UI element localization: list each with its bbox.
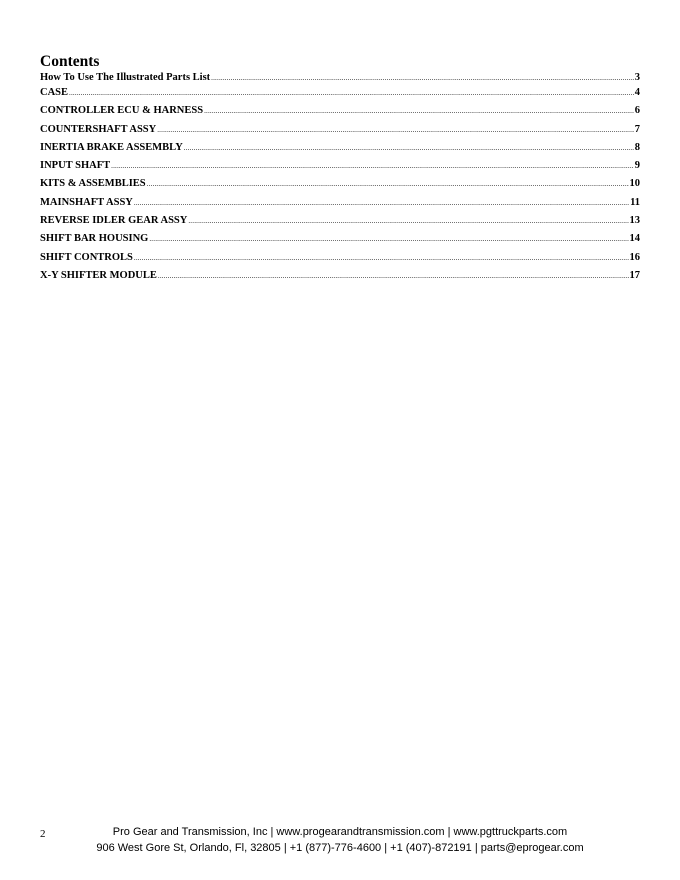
toc-dot-leader bbox=[134, 252, 629, 265]
toc-dot-leader bbox=[158, 270, 629, 283]
toc-entry-title: CONTROLLER ECU & HARNESS bbox=[40, 105, 204, 117]
toc-dot-leader bbox=[211, 72, 634, 85]
toc-dot-leader bbox=[147, 178, 629, 191]
toc-entry-title: X-Y SHIFTER MODULE bbox=[40, 269, 157, 281]
toc-entry-page: 8 bbox=[634, 141, 640, 153]
toc-entry-page: 10 bbox=[629, 178, 640, 190]
toc-entry-title: MAINSHAFT ASSY bbox=[40, 196, 133, 208]
toc-entry-title: CASE bbox=[40, 87, 69, 98]
toc-entry-input-shaft[interactable] bbox=[40, 159, 640, 177]
toc-dot-leader bbox=[149, 233, 628, 246]
toc-entry-title: INPUT SHAFT bbox=[40, 160, 111, 172]
toc-entry-title: INERTIA BRAKE ASSEMBLY bbox=[40, 141, 183, 153]
toc-entry-page: 9 bbox=[634, 160, 640, 172]
toc-entry-page: 7 bbox=[634, 123, 640, 135]
toc-entry-title: REVERSE IDLER GEAR ASSY bbox=[40, 215, 188, 227]
toc-entry-shift-bar-housing[interactable] bbox=[40, 232, 640, 250]
toc-entry-page: 3 bbox=[634, 72, 640, 83]
toc-entry-page: 13 bbox=[629, 215, 640, 227]
toc-entry-title: KITS & ASSEMBLIES bbox=[40, 178, 146, 190]
toc-entry-inertia-brake-assembly[interactable] bbox=[40, 141, 640, 159]
toc-entry-title: SHIFT CONTROLS bbox=[40, 251, 133, 263]
toc-entry-how-to-use[interactable] bbox=[40, 71, 640, 86]
toc-entry-page: 14 bbox=[629, 233, 640, 245]
toc-entry-title: SHIFT BAR HOUSING bbox=[40, 233, 149, 245]
table-of-contents bbox=[40, 52, 640, 287]
toc-entry-page: 16 bbox=[629, 251, 640, 263]
toc-entry-mainshaft-assy[interactable] bbox=[40, 196, 640, 214]
toc-entry-x-y-shifter-module[interactable] bbox=[40, 269, 640, 287]
toc-entry-page: 17 bbox=[629, 269, 640, 281]
toc-list bbox=[40, 71, 640, 287]
toc-entry-case[interactable] bbox=[40, 86, 640, 104]
toc-dot-leader bbox=[184, 142, 634, 155]
toc-entry-countershaft-assy[interactable] bbox=[40, 123, 640, 141]
toc-entry-page: 4 bbox=[634, 87, 640, 98]
toc-dot-leader bbox=[204, 105, 634, 118]
toc-heading: Contents bbox=[40, 53, 100, 70]
toc-entry-reverse-idler-gear-assy[interactable] bbox=[40, 214, 640, 232]
toc-entry-kits-assemblies[interactable] bbox=[40, 177, 640, 195]
toc-entry-controller-ecu-harness[interactable] bbox=[40, 104, 640, 122]
toc-dot-leader bbox=[134, 197, 629, 210]
toc-dot-leader bbox=[69, 87, 634, 100]
page-number: 2 bbox=[40, 828, 46, 840]
toc-entry-shift-controls[interactable] bbox=[40, 251, 640, 269]
footer-company-line: Pro Gear and Transmission, Inc | www.progearandtransmission.com | www.pgttruckparts.com bbox=[112, 826, 568, 838]
toc-entry-page: 6 bbox=[634, 105, 640, 117]
toc-dot-leader bbox=[188, 215, 628, 228]
toc-entry-page: 11 bbox=[630, 196, 640, 208]
toc-dot-leader bbox=[111, 160, 634, 173]
page-footer bbox=[0, 825, 680, 856]
footer-address-line: 906 West Gore St, Orlando, Fl, 32805 | +1 (877)-776-4600 | +1 (407)-872191 | parts@eprogear.com bbox=[96, 841, 584, 854]
toc-entry-title: COUNTERSHAFT ASSY bbox=[40, 123, 157, 135]
toc-dot-leader bbox=[157, 124, 634, 137]
toc-entry-title: How To Use The Illustrated Parts List bbox=[40, 72, 211, 83]
